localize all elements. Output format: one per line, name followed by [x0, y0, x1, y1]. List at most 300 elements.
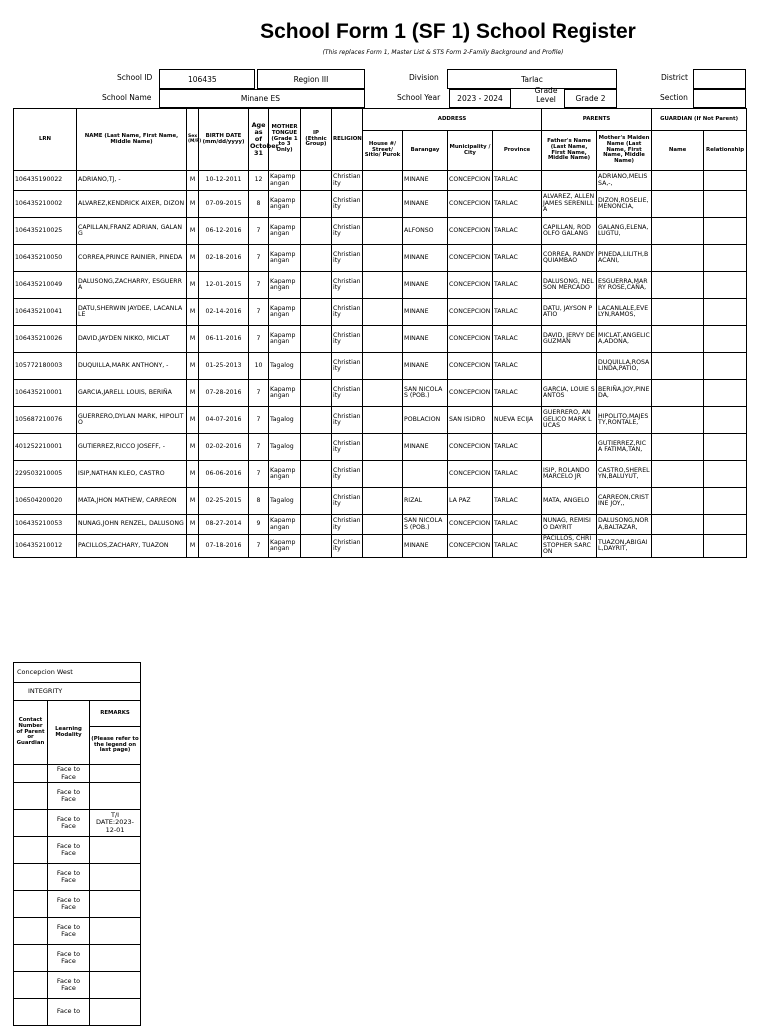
cell-mother: GALANG,ELENA,LUGTU,: [597, 218, 652, 245]
cell-lrn: 106435210001: [14, 380, 77, 407]
cell-mother: LACANLALE,EVELYN,RAMOS,: [597, 299, 652, 326]
cell-sex: M: [187, 171, 199, 191]
cell-barangay: MINANE: [403, 245, 448, 272]
list-item: [14, 999, 141, 1026]
cell-mother-tongue: Kapampangan: [269, 245, 301, 272]
cell-father: DAVID, JERVY DE GUZMAN: [542, 326, 597, 353]
table-row: [14, 171, 747, 191]
cell-mother: MICLAT,ANGELICA,ADONA,: [597, 326, 652, 353]
school-id-label: School ID: [117, 73, 153, 82]
cell-municipality: CONCEPCION: [448, 272, 493, 299]
table-row: [14, 299, 747, 326]
cell-sex: M: [187, 245, 199, 272]
cell-province: TARLAC: [493, 272, 542, 299]
cell-name: DATU,SHERWIN JAYDEE, LACANLALE: [77, 299, 187, 326]
cell-birth-date: 02-02-2016: [199, 434, 249, 461]
cell-mother-tongue: Kapampangan: [269, 218, 301, 245]
contact-remarks-table: [13, 662, 141, 1026]
cell-modality: Face to: [48, 999, 90, 1026]
cell-municipality: CONCEPCION: [448, 380, 493, 407]
cell-father: [542, 171, 597, 191]
cell-contact: [14, 918, 48, 945]
cell-municipality: CONCEPCION: [448, 434, 493, 461]
section-label: Section: [660, 93, 688, 102]
cell-birth-date: 04-07-2016: [199, 407, 249, 434]
header-age: Age as of October 31: [249, 109, 269, 171]
cell-guardian-relationship: [704, 535, 747, 558]
cell-guardian-name: [652, 191, 704, 218]
cell-province: TARLAC: [493, 353, 542, 380]
cell-lrn: 105687210076: [14, 407, 77, 434]
cell-modality: Face to Face: [48, 783, 90, 810]
cell-sex: M: [187, 461, 199, 488]
cell-house: [363, 218, 403, 245]
cell-religion: Christianity: [332, 299, 363, 326]
cell-contact: [14, 999, 48, 1026]
form-title: School Form 1 (SF 1) School Register: [260, 20, 636, 43]
cell-house: [363, 488, 403, 515]
header-lrn: LRN: [14, 109, 77, 171]
school-year-label: School Year: [397, 93, 441, 102]
cell-house: [363, 515, 403, 535]
cell-lrn: 106435210002: [14, 191, 77, 218]
cell-municipality: CONCEPCION: [448, 171, 493, 191]
cell-lrn: 106435190022: [14, 171, 77, 191]
cell-guardian-name: [652, 488, 704, 515]
cell-lrn: 106435210050: [14, 245, 77, 272]
list-item: [14, 864, 141, 891]
cell-guardian-name: [652, 535, 704, 558]
cell-house: [363, 272, 403, 299]
cell-modality: Face to Face: [48, 765, 90, 783]
cell-name: CORREA,PRINCE RAINIER, PINEDA: [77, 245, 187, 272]
cell-father: ALVAREZ, ALLEN JAMES SERENILLA: [542, 191, 597, 218]
table-row: [14, 245, 747, 272]
header-parents: PARENTS: [542, 109, 652, 131]
cell-guardian-name: [652, 380, 704, 407]
cell-house: [363, 407, 403, 434]
cell-ip: [301, 353, 332, 380]
header-contact: Contact Number of Parent or Guardian: [14, 701, 48, 765]
cell-religion: Christianity: [332, 488, 363, 515]
cell-house: [363, 461, 403, 488]
register-table: [13, 108, 747, 558]
table-row: [14, 488, 747, 515]
cell-guardian-name: [652, 171, 704, 191]
cell-mother: CASTRO,SHERELYN,BALUYUT,: [597, 461, 652, 488]
school-id-field[interactable]: 106435: [159, 69, 255, 89]
cell-birth-date: 07-09-2015: [199, 191, 249, 218]
cell-guardian-name: [652, 515, 704, 535]
cell-mother-tongue: Kapampangan: [269, 171, 301, 191]
cell-name: ADRIANO,TJ, -: [77, 171, 187, 191]
cell-ip: [301, 191, 332, 218]
table-row: [14, 191, 747, 218]
cell-mother-tongue: Kapampangan: [269, 272, 301, 299]
cell-house: [363, 353, 403, 380]
cell-name: NUNAG,JOHN RENZEL, DALUSONG: [77, 515, 187, 535]
cell-guardian-relationship: [704, 299, 747, 326]
cell-barangay: MINANE: [403, 535, 448, 558]
cell-birth-date: 06-12-2016: [199, 218, 249, 245]
cell-religion: Christianity: [332, 218, 363, 245]
cell-ip: [301, 515, 332, 535]
cell-guardian-relationship: [704, 218, 747, 245]
cell-ip: [301, 407, 332, 434]
cell-barangay: SAN NICOLAS (POB.): [403, 515, 448, 535]
header-ip: IP (Ethnic Group): [301, 109, 332, 171]
cell-barangay: MINANE: [403, 272, 448, 299]
cell-mother: CARREON,CRISTINE JOY,,: [597, 488, 652, 515]
table-row: [14, 535, 747, 558]
table-row: [14, 326, 747, 353]
cell-mother-tongue: Kapampangan: [269, 461, 301, 488]
cell-sex: M: [187, 272, 199, 299]
cell-barangay: MINANE: [403, 434, 448, 461]
cell-name: CAPILLAN,FRANZ ADRIAN, GALANG: [77, 218, 187, 245]
cell-mother: GUTIERREZ,RICA FATIMA,TAN,: [597, 434, 652, 461]
header-barangay: Barangay: [403, 131, 448, 171]
cell-name: ISIP,NATHAN KLEO, CASTRO: [77, 461, 187, 488]
cell-sex: M: [187, 407, 199, 434]
cell-name: GUTIERREZ,RICCO JOSEFF, -: [77, 434, 187, 461]
cell-contact: [14, 945, 48, 972]
cell-guardian-relationship: [704, 434, 747, 461]
section-field[interactable]: [693, 89, 746, 108]
cell-lrn: 106435210012: [14, 535, 77, 558]
header-father: Father's Name (Last Name, First Name, Middle Name): [542, 131, 597, 171]
cell-age: 7: [249, 272, 269, 299]
cell-remarks: [90, 918, 141, 945]
cell-house: [363, 245, 403, 272]
header-sex: Sex (M/F): [187, 109, 199, 171]
cell-guardian-name: [652, 461, 704, 488]
cell-mother-tongue: Kapampangan: [269, 326, 301, 353]
cell-mother: DALUSONG,NORA,BALTAZAR,: [597, 515, 652, 535]
cell-sex: M: [187, 488, 199, 515]
table-row: [14, 272, 747, 299]
cell-remarks: [90, 972, 141, 999]
cell-house: [363, 326, 403, 353]
cell-contact: [14, 810, 48, 837]
cell-remarks: [90, 765, 141, 783]
cell-lrn: 106435210049: [14, 272, 77, 299]
cell-religion: Christianity: [332, 326, 363, 353]
cell-guardian-relationship: [704, 461, 747, 488]
cell-province: TARLAC: [493, 299, 542, 326]
cell-municipality: CONCEPCION: [448, 218, 493, 245]
cell-barangay: MINANE: [403, 299, 448, 326]
cell-birth-date: 06-06-2016: [199, 461, 249, 488]
list-item: [14, 891, 141, 918]
cell-province: TARLAC: [493, 515, 542, 535]
cell-birth-date: 02-14-2016: [199, 299, 249, 326]
cell-house: [363, 535, 403, 558]
cell-religion: Christianity: [332, 245, 363, 272]
cell-father: GARCIA, LOUIE SANTOS: [542, 380, 597, 407]
district-field[interactable]: [693, 69, 746, 89]
cell-name: DALUSONG,ZACHARRY, ESGUERRA: [77, 272, 187, 299]
cell-barangay: MINANE: [403, 171, 448, 191]
cell-age: 7: [249, 461, 269, 488]
cell-father: CORREA, RANDY QUIAMBAO: [542, 245, 597, 272]
cell-house: [363, 380, 403, 407]
cell-modality: Face to Face: [48, 918, 90, 945]
school-name-field[interactable]: Minane ES: [159, 89, 365, 108]
cell-age: 8: [249, 191, 269, 218]
cell-barangay: SAN NICOLAS (POB.): [403, 380, 448, 407]
table-row: [14, 407, 747, 434]
cell-lrn: 106435210041: [14, 299, 77, 326]
cell-mother-tongue: Tagalog: [269, 353, 301, 380]
cell-contact: [14, 972, 48, 999]
cell-province: TARLAC: [493, 434, 542, 461]
division-label: Division: [409, 73, 439, 82]
cell-ip: [301, 299, 332, 326]
cell-father: GUERRERO, ANGELICO MARK LUCAS: [542, 407, 597, 434]
cell-birth-date: 06-11-2016: [199, 326, 249, 353]
cell-birth-date: 10-12-2011: [199, 171, 249, 191]
cell-guardian-relationship: [704, 191, 747, 218]
cell-age: 12: [249, 171, 269, 191]
cell-mother-tongue: Kapampangan: [269, 535, 301, 558]
cell-province: TARLAC: [493, 461, 542, 488]
cell-name: GUERRERO,DYLAN MARK, HIPOLITO: [77, 407, 187, 434]
cell-mother-tongue: Kapampangan: [269, 299, 301, 326]
cell-sex: M: [187, 515, 199, 535]
header-guardian-relationship: Relationship: [704, 131, 747, 171]
cell-mother-tongue: Kapampangan: [269, 380, 301, 407]
cell-province: TARLAC: [493, 171, 542, 191]
cell-municipality: CONCEPCION: [448, 245, 493, 272]
cell-name: DUQUILLA,MARK ANTHONY, -: [77, 353, 187, 380]
cell-sex: M: [187, 191, 199, 218]
cell-ip: [301, 535, 332, 558]
cell-birth-date: 01-25-2013: [199, 353, 249, 380]
cell-ip: [301, 171, 332, 191]
cell-guardian-relationship: [704, 326, 747, 353]
cell-municipality: CONCEPCION: [448, 353, 493, 380]
cell-ip: [301, 434, 332, 461]
cell-modality: Face to Face: [48, 945, 90, 972]
cell-barangay: RIZAL: [403, 488, 448, 515]
header-name: NAME (Last Name, First Name, Middle Name): [77, 109, 187, 171]
cell-birth-date: 07-28-2016: [199, 380, 249, 407]
cell-guardian-name: [652, 218, 704, 245]
list-item: [14, 765, 141, 783]
cell-lrn: 106435210053: [14, 515, 77, 535]
cell-municipality: LA PAZ: [448, 488, 493, 515]
form-subtitle: (This replaces Form 1, Master List & STS Form 2-Family Background and Profile): [322, 49, 564, 56]
cell-remarks: [90, 945, 141, 972]
cell-birth-date: 02-25-2015: [199, 488, 249, 515]
region-field[interactable]: Region III: [257, 69, 365, 89]
cell-father: MATA, ANGELO: [542, 488, 597, 515]
header-house: House #/ Street/ Sitio/ Purok: [363, 131, 403, 171]
cell-house: [363, 299, 403, 326]
header-guardian-name: Name: [652, 131, 704, 171]
cell-name: MATA,JHON MATHEW, CARREON: [77, 488, 187, 515]
cell-ip: [301, 272, 332, 299]
cell-father: DATU, JAYSON PATIO: [542, 299, 597, 326]
cell-ip: [301, 380, 332, 407]
header-religion: RELIGION: [332, 109, 363, 171]
cell-guardian-name: [652, 407, 704, 434]
cell-age: 7: [249, 535, 269, 558]
cell-mother-tongue: Tagalog: [269, 488, 301, 515]
cell-age: 7: [249, 245, 269, 272]
cell-modality: Face to Face: [48, 837, 90, 864]
cell-barangay: MINANE: [403, 353, 448, 380]
cell-municipality: CONCEPCION: [448, 461, 493, 488]
cell-mother: TUAZON,ABIGAIL,DAYRIT,: [597, 535, 652, 558]
cell-ip: [301, 488, 332, 515]
cell-contact: [14, 864, 48, 891]
table-row: [14, 434, 747, 461]
cell-mother: HIPOLITO,MAJESTY,RONTALE,: [597, 407, 652, 434]
cell-barangay: MINANE: [403, 326, 448, 353]
cell-age: 7: [249, 407, 269, 434]
cell-municipality: CONCEPCION: [448, 515, 493, 535]
cell-contact: [14, 765, 48, 783]
cell-municipality: CONCEPCION: [448, 191, 493, 218]
cell-house: [363, 434, 403, 461]
district-label: District: [661, 73, 688, 82]
cell-sex: M: [187, 299, 199, 326]
cell-province: TARLAC: [493, 245, 542, 272]
cell-house: [363, 191, 403, 218]
cell-remarks: [90, 783, 141, 810]
cell-religion: Christianity: [332, 353, 363, 380]
cell-ip: [301, 461, 332, 488]
school-year-field[interactable]: 2023 - 2024: [449, 89, 511, 108]
list-item: [14, 783, 141, 810]
cell-mother-tongue: Tagalog: [269, 407, 301, 434]
cell-lrn: 401252210001: [14, 434, 77, 461]
cell-lrn: 105772180003: [14, 353, 77, 380]
cell-guardian-name: [652, 326, 704, 353]
cell-religion: Christianity: [332, 272, 363, 299]
cell-barangay: [403, 461, 448, 488]
school-name-label: School Name: [102, 93, 152, 102]
cell-sex: M: [187, 353, 199, 380]
cell-sex: M: [187, 434, 199, 461]
grade-level-field[interactable]: Grade 2: [564, 89, 617, 108]
cell-guardian-relationship: [704, 272, 747, 299]
cell-mother-tongue: Kapampangan: [269, 191, 301, 218]
cell-father: PACILLOS, CHRISTOPHER SARCON: [542, 535, 597, 558]
table-row: [14, 380, 747, 407]
header-birth-date: BIRTH DATE (mm/dd/yyyy): [199, 109, 249, 171]
second-integrity-row: INTEGRITY: [14, 683, 141, 701]
second-top-row: Concepcion West: [14, 663, 141, 683]
list-item: [14, 810, 141, 837]
division-field[interactable]: Tarlac: [447, 69, 617, 89]
cell-remarks: T/I DATE:2023-12-01: [90, 810, 141, 837]
cell-province: TARLAC: [493, 218, 542, 245]
cell-guardian-name: [652, 272, 704, 299]
header-remarks-note: (Please refer to the legend on last page): [90, 727, 141, 765]
cell-guardian-name: [652, 299, 704, 326]
cell-guardian-relationship: [704, 171, 747, 191]
cell-sex: M: [187, 218, 199, 245]
cell-religion: Christianity: [332, 380, 363, 407]
list-item: [14, 972, 141, 999]
cell-mother: DUQUILLA,ROSALINDA,PATIO,: [597, 353, 652, 380]
cell-mother-tongue: Kapampangan: [269, 515, 301, 535]
cell-mother: DIZON,ROSELIE,MENONCIA,: [597, 191, 652, 218]
cell-ip: [301, 218, 332, 245]
cell-religion: Christianity: [332, 461, 363, 488]
cell-father: NUNAG, REMISIO DAYRIT: [542, 515, 597, 535]
cell-municipality: CONCEPCION: [448, 535, 493, 558]
cell-age: 8: [249, 488, 269, 515]
cell-mother: BERIÑA,JOY,PINEDA,: [597, 380, 652, 407]
table-row: [14, 218, 747, 245]
cell-father: ISIP, ROLANDO MARCELO JR: [542, 461, 597, 488]
cell-birth-date: 12-01-2015: [199, 272, 249, 299]
cell-mother-tongue: Tagalog: [269, 434, 301, 461]
cell-religion: Christianity: [332, 434, 363, 461]
list-item: [14, 918, 141, 945]
cell-guardian-relationship: [704, 245, 747, 272]
cell-mother: PINEDA,LILITH,BACANI,: [597, 245, 652, 272]
cell-province: TARLAC: [493, 326, 542, 353]
cell-barangay: ALFONSO: [403, 218, 448, 245]
cell-mother: ESGUERRA,MARRY ROSE,CAÑA,: [597, 272, 652, 299]
header-mother-tongue: MOTHER TONGUE (Grade 1 to 3 Only): [269, 109, 301, 171]
cell-religion: Christianity: [332, 535, 363, 558]
cell-province: TARLAC: [493, 380, 542, 407]
cell-religion: Christianity: [332, 515, 363, 535]
cell-modality: Face to Face: [48, 810, 90, 837]
cell-sex: M: [187, 535, 199, 558]
list-item: [14, 945, 141, 972]
header-province: Province: [493, 131, 542, 171]
cell-modality: Face to Face: [48, 864, 90, 891]
cell-name: PACILLOS,ZACHARY, TUAZON: [77, 535, 187, 558]
cell-father: [542, 353, 597, 380]
cell-lrn: 229503210005: [14, 461, 77, 488]
cell-province: TARLAC: [493, 535, 542, 558]
cell-remarks: [90, 999, 141, 1026]
cell-remarks: [90, 837, 141, 864]
cell-sex: M: [187, 326, 199, 353]
header-modality: Learning Modality: [48, 701, 90, 765]
cell-age: 10: [249, 353, 269, 380]
cell-municipality: SAN ISIDRO: [448, 407, 493, 434]
cell-ip: [301, 245, 332, 272]
cell-name: DAVID,JAYDEN NIKKO, MICLAT: [77, 326, 187, 353]
cell-guardian-relationship: [704, 380, 747, 407]
cell-guardian-name: [652, 434, 704, 461]
cell-age: 7: [249, 326, 269, 353]
cell-birth-date: 08-27-2014: [199, 515, 249, 535]
cell-municipality: CONCEPCION: [448, 326, 493, 353]
grade-level-label: Grade Level: [534, 86, 558, 104]
cell-father: [542, 434, 597, 461]
cell-birth-date: 07-18-2016: [199, 535, 249, 558]
cell-contact: [14, 891, 48, 918]
cell-ip: [301, 326, 332, 353]
cell-birth-date: 02-18-2016: [199, 245, 249, 272]
header-municipality: Municipality / City: [448, 131, 493, 171]
cell-age: 7: [249, 434, 269, 461]
table-row: [14, 353, 747, 380]
header-mother: Mother's Maiden Name (Last Name, First Name, Middle Name): [597, 131, 652, 171]
cell-sex: M: [187, 380, 199, 407]
cell-contact: [14, 837, 48, 864]
